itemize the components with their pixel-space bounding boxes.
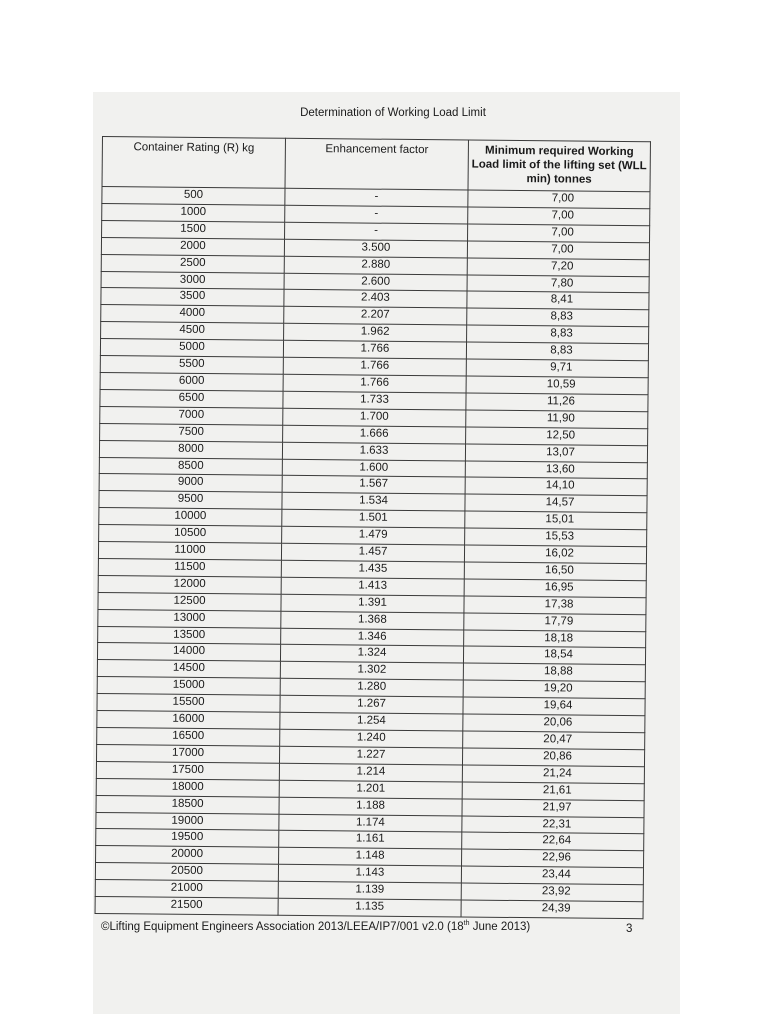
cell-minimum-wll: 23,44 xyxy=(461,866,643,885)
cell-container-rating: 2500 xyxy=(101,254,284,273)
cell-container-rating: 16500 xyxy=(97,727,280,746)
cell-enhancement-factor: 1.501 xyxy=(282,509,465,528)
cell-minimum-wll: 8,83 xyxy=(467,308,649,327)
cell-container-rating: 21000 xyxy=(95,880,278,899)
cell-container-rating: 8500 xyxy=(99,457,282,476)
cell-container-rating: 12000 xyxy=(98,575,281,594)
cell-container-rating: 2000 xyxy=(101,237,284,256)
cell-container-rating: 14000 xyxy=(97,643,280,662)
cell-minimum-wll: 20,47 xyxy=(463,731,645,750)
cell-container-rating: 13500 xyxy=(98,626,281,645)
cell-enhancement-factor: 1.139 xyxy=(278,881,461,900)
cell-enhancement-factor: 1.766 xyxy=(283,374,466,393)
cell-container-rating: 15000 xyxy=(97,677,280,696)
cell-enhancement-factor: 1.135 xyxy=(278,898,461,917)
footer-date-suffix: June 2013) xyxy=(469,920,531,933)
cell-minimum-wll: 8,83 xyxy=(466,342,648,361)
document-title: Determination of Working Load Limit xyxy=(300,107,486,119)
cell-container-rating: 18500 xyxy=(96,795,279,814)
cell-enhancement-factor: 1.391 xyxy=(281,594,464,613)
cell-container-rating: 3000 xyxy=(101,271,284,290)
cell-container-rating: 11500 xyxy=(98,558,281,577)
cell-enhancement-factor: 2.880 xyxy=(284,256,467,275)
cell-container-rating: 7000 xyxy=(100,406,283,425)
cell-minimum-wll: 7,00 xyxy=(468,224,650,243)
cell-minimum-wll: 22,64 xyxy=(462,832,644,851)
cell-minimum-wll: 7,00 xyxy=(468,190,650,209)
cell-enhancement-factor: - xyxy=(285,188,468,207)
cell-minimum-wll: 19,64 xyxy=(463,697,645,716)
cell-enhancement-factor: 1.733 xyxy=(283,391,466,410)
cell-container-rating: 6000 xyxy=(100,372,283,391)
cell-container-rating: 9500 xyxy=(99,491,282,510)
cell-container-rating: 6500 xyxy=(100,389,283,408)
cell-minimum-wll: 18,54 xyxy=(463,646,645,665)
cell-minimum-wll: 14,10 xyxy=(465,477,647,496)
cell-enhancement-factor: 1.346 xyxy=(281,628,464,647)
cell-enhancement-factor: 1.766 xyxy=(283,340,466,359)
cell-container-rating: 3500 xyxy=(101,288,284,307)
cell-enhancement-factor: 1.479 xyxy=(282,526,465,545)
cell-minimum-wll: 8,41 xyxy=(467,291,649,310)
cell-minimum-wll: 8,83 xyxy=(467,325,649,344)
cell-container-rating: 5000 xyxy=(100,339,283,358)
cell-enhancement-factor: 2.600 xyxy=(284,273,467,292)
cell-enhancement-factor: 1.214 xyxy=(279,763,462,782)
working-load-limit-table xyxy=(95,136,651,919)
cell-container-rating: 4000 xyxy=(101,305,284,324)
cell-enhancement-factor: - xyxy=(285,222,468,241)
cell-minimum-wll: 11,26 xyxy=(466,393,648,412)
cell-enhancement-factor: 1.280 xyxy=(280,679,463,698)
cell-minimum-wll: 16,95 xyxy=(464,579,646,598)
cell-minimum-wll: 20,06 xyxy=(463,714,645,733)
cell-container-rating: 10000 xyxy=(99,508,282,527)
cell-enhancement-factor: 1.368 xyxy=(281,611,464,630)
cell-enhancement-factor: 1.666 xyxy=(283,425,466,444)
cell-minimum-wll: 7,80 xyxy=(467,275,649,294)
cell-minimum-wll: 20,86 xyxy=(462,748,644,767)
cell-enhancement-factor: 1.188 xyxy=(279,797,462,816)
cell-minimum-wll: 18,88 xyxy=(463,663,645,682)
cell-container-rating: 14500 xyxy=(97,660,280,679)
cell-container-rating: 19500 xyxy=(96,829,279,848)
cell-enhancement-factor: 1.962 xyxy=(284,324,467,343)
cell-container-rating: 17500 xyxy=(96,761,279,780)
cell-minimum-wll: 7,00 xyxy=(467,241,649,260)
cell-minimum-wll: 14,57 xyxy=(465,494,647,513)
cell-minimum-wll: 15,53 xyxy=(465,528,647,547)
cell-container-rating: 500 xyxy=(102,187,285,206)
cell-minimum-wll: 21,24 xyxy=(462,765,644,784)
copyright-footer xyxy=(101,920,661,933)
cell-minimum-wll: 18,18 xyxy=(464,630,646,649)
cell-container-rating: 16000 xyxy=(97,711,280,730)
cell-enhancement-factor: 1.457 xyxy=(281,543,464,562)
cell-minimum-wll: 10,59 xyxy=(466,376,648,395)
cell-minimum-wll: 7,20 xyxy=(467,258,649,277)
cell-minimum-wll: 17,79 xyxy=(464,613,646,632)
header-minimum-wll: Minimum required Working Load limit of the lifting set (WLL min) tonnes xyxy=(468,140,650,192)
cell-enhancement-factor: 1.201 xyxy=(279,780,462,799)
cell-container-rating: 19000 xyxy=(96,812,279,831)
cell-enhancement-factor: 2.403 xyxy=(284,290,467,309)
cell-enhancement-factor: 1.302 xyxy=(280,662,463,681)
cell-minimum-wll: 11,90 xyxy=(466,410,648,429)
cell-enhancement-factor: 1.148 xyxy=(279,848,462,867)
cell-minimum-wll: 17,38 xyxy=(464,596,646,615)
cell-minimum-wll: 13,07 xyxy=(465,444,647,463)
cell-container-rating: 7500 xyxy=(100,423,283,442)
footer-superscript: th xyxy=(463,920,470,927)
cell-container-rating: 13000 xyxy=(98,609,281,628)
cell-minimum-wll: 19,20 xyxy=(463,680,645,699)
cell-enhancement-factor: 1.240 xyxy=(280,729,463,748)
cell-enhancement-factor: 1.143 xyxy=(278,864,461,883)
cell-enhancement-factor: 1.254 xyxy=(280,712,463,731)
cell-minimum-wll: 22,31 xyxy=(462,816,644,835)
cell-enhancement-factor: 1.413 xyxy=(281,577,464,596)
cell-minimum-wll: 24,39 xyxy=(461,900,643,919)
cell-enhancement-factor: 1.174 xyxy=(279,814,462,833)
cell-enhancement-factor: 1.534 xyxy=(282,493,465,512)
cell-enhancement-factor: 3.500 xyxy=(284,239,467,258)
cell-enhancement-factor: - xyxy=(285,205,468,224)
cell-container-rating: 5500 xyxy=(100,356,283,375)
cell-minimum-wll: 22,96 xyxy=(462,849,644,868)
cell-minimum-wll: 16,50 xyxy=(464,562,646,581)
cell-container-rating: 11000 xyxy=(98,542,281,561)
cell-container-rating: 15500 xyxy=(97,694,280,713)
cell-container-rating: 18000 xyxy=(96,778,279,797)
header-container-rating: Container Rating (R) kg xyxy=(102,137,285,189)
cell-container-rating: 1000 xyxy=(102,203,285,222)
cell-enhancement-factor: 2.207 xyxy=(284,307,467,326)
cell-enhancement-factor: 1.633 xyxy=(282,442,465,461)
cell-minimum-wll: 23,92 xyxy=(461,883,643,902)
cell-container-rating: 8000 xyxy=(99,440,282,459)
cell-minimum-wll: 12,50 xyxy=(466,427,648,446)
cell-container-rating: 4500 xyxy=(101,322,284,341)
footer-text: ©Lifting Equipment Engineers Association 2013/LEEA/IP7/001 v2.0 (18 xyxy=(101,920,464,933)
cell-minimum-wll: 21,97 xyxy=(462,799,644,818)
header-enhancement-factor: Enhancement factor xyxy=(285,138,468,190)
cell-enhancement-factor: 1.766 xyxy=(283,357,466,376)
cell-container-rating: 20500 xyxy=(95,863,278,882)
cell-container-rating: 20000 xyxy=(96,846,279,865)
cell-container-rating: 9000 xyxy=(99,474,282,493)
cell-enhancement-factor: 1.324 xyxy=(280,645,463,664)
cell-enhancement-factor: 1.600 xyxy=(282,459,465,478)
page-number: 3 xyxy=(626,923,633,935)
cell-minimum-wll: 13,60 xyxy=(465,461,647,480)
table-header-row xyxy=(102,137,650,192)
cell-minimum-wll: 7,00 xyxy=(468,207,650,226)
cell-enhancement-factor: 1.700 xyxy=(283,408,466,427)
table-body xyxy=(95,187,650,919)
cell-container-rating: 10500 xyxy=(99,525,282,544)
cell-minimum-wll: 21,61 xyxy=(462,782,644,801)
cell-enhancement-factor: 1.161 xyxy=(279,831,462,850)
cell-enhancement-factor: 1.567 xyxy=(282,476,465,495)
cell-enhancement-factor: 1.267 xyxy=(280,695,463,714)
cell-minimum-wll: 15,01 xyxy=(465,511,647,530)
cell-container-rating: 1500 xyxy=(102,220,285,239)
cell-container-rating: 17000 xyxy=(96,744,279,763)
cell-enhancement-factor: 1.227 xyxy=(279,746,462,765)
cell-minimum-wll: 9,71 xyxy=(466,359,648,378)
cell-container-rating: 12500 xyxy=(98,592,281,611)
cell-minimum-wll: 16,02 xyxy=(464,545,646,564)
cell-enhancement-factor: 1.435 xyxy=(281,560,464,579)
cell-container-rating: 21500 xyxy=(95,897,278,916)
